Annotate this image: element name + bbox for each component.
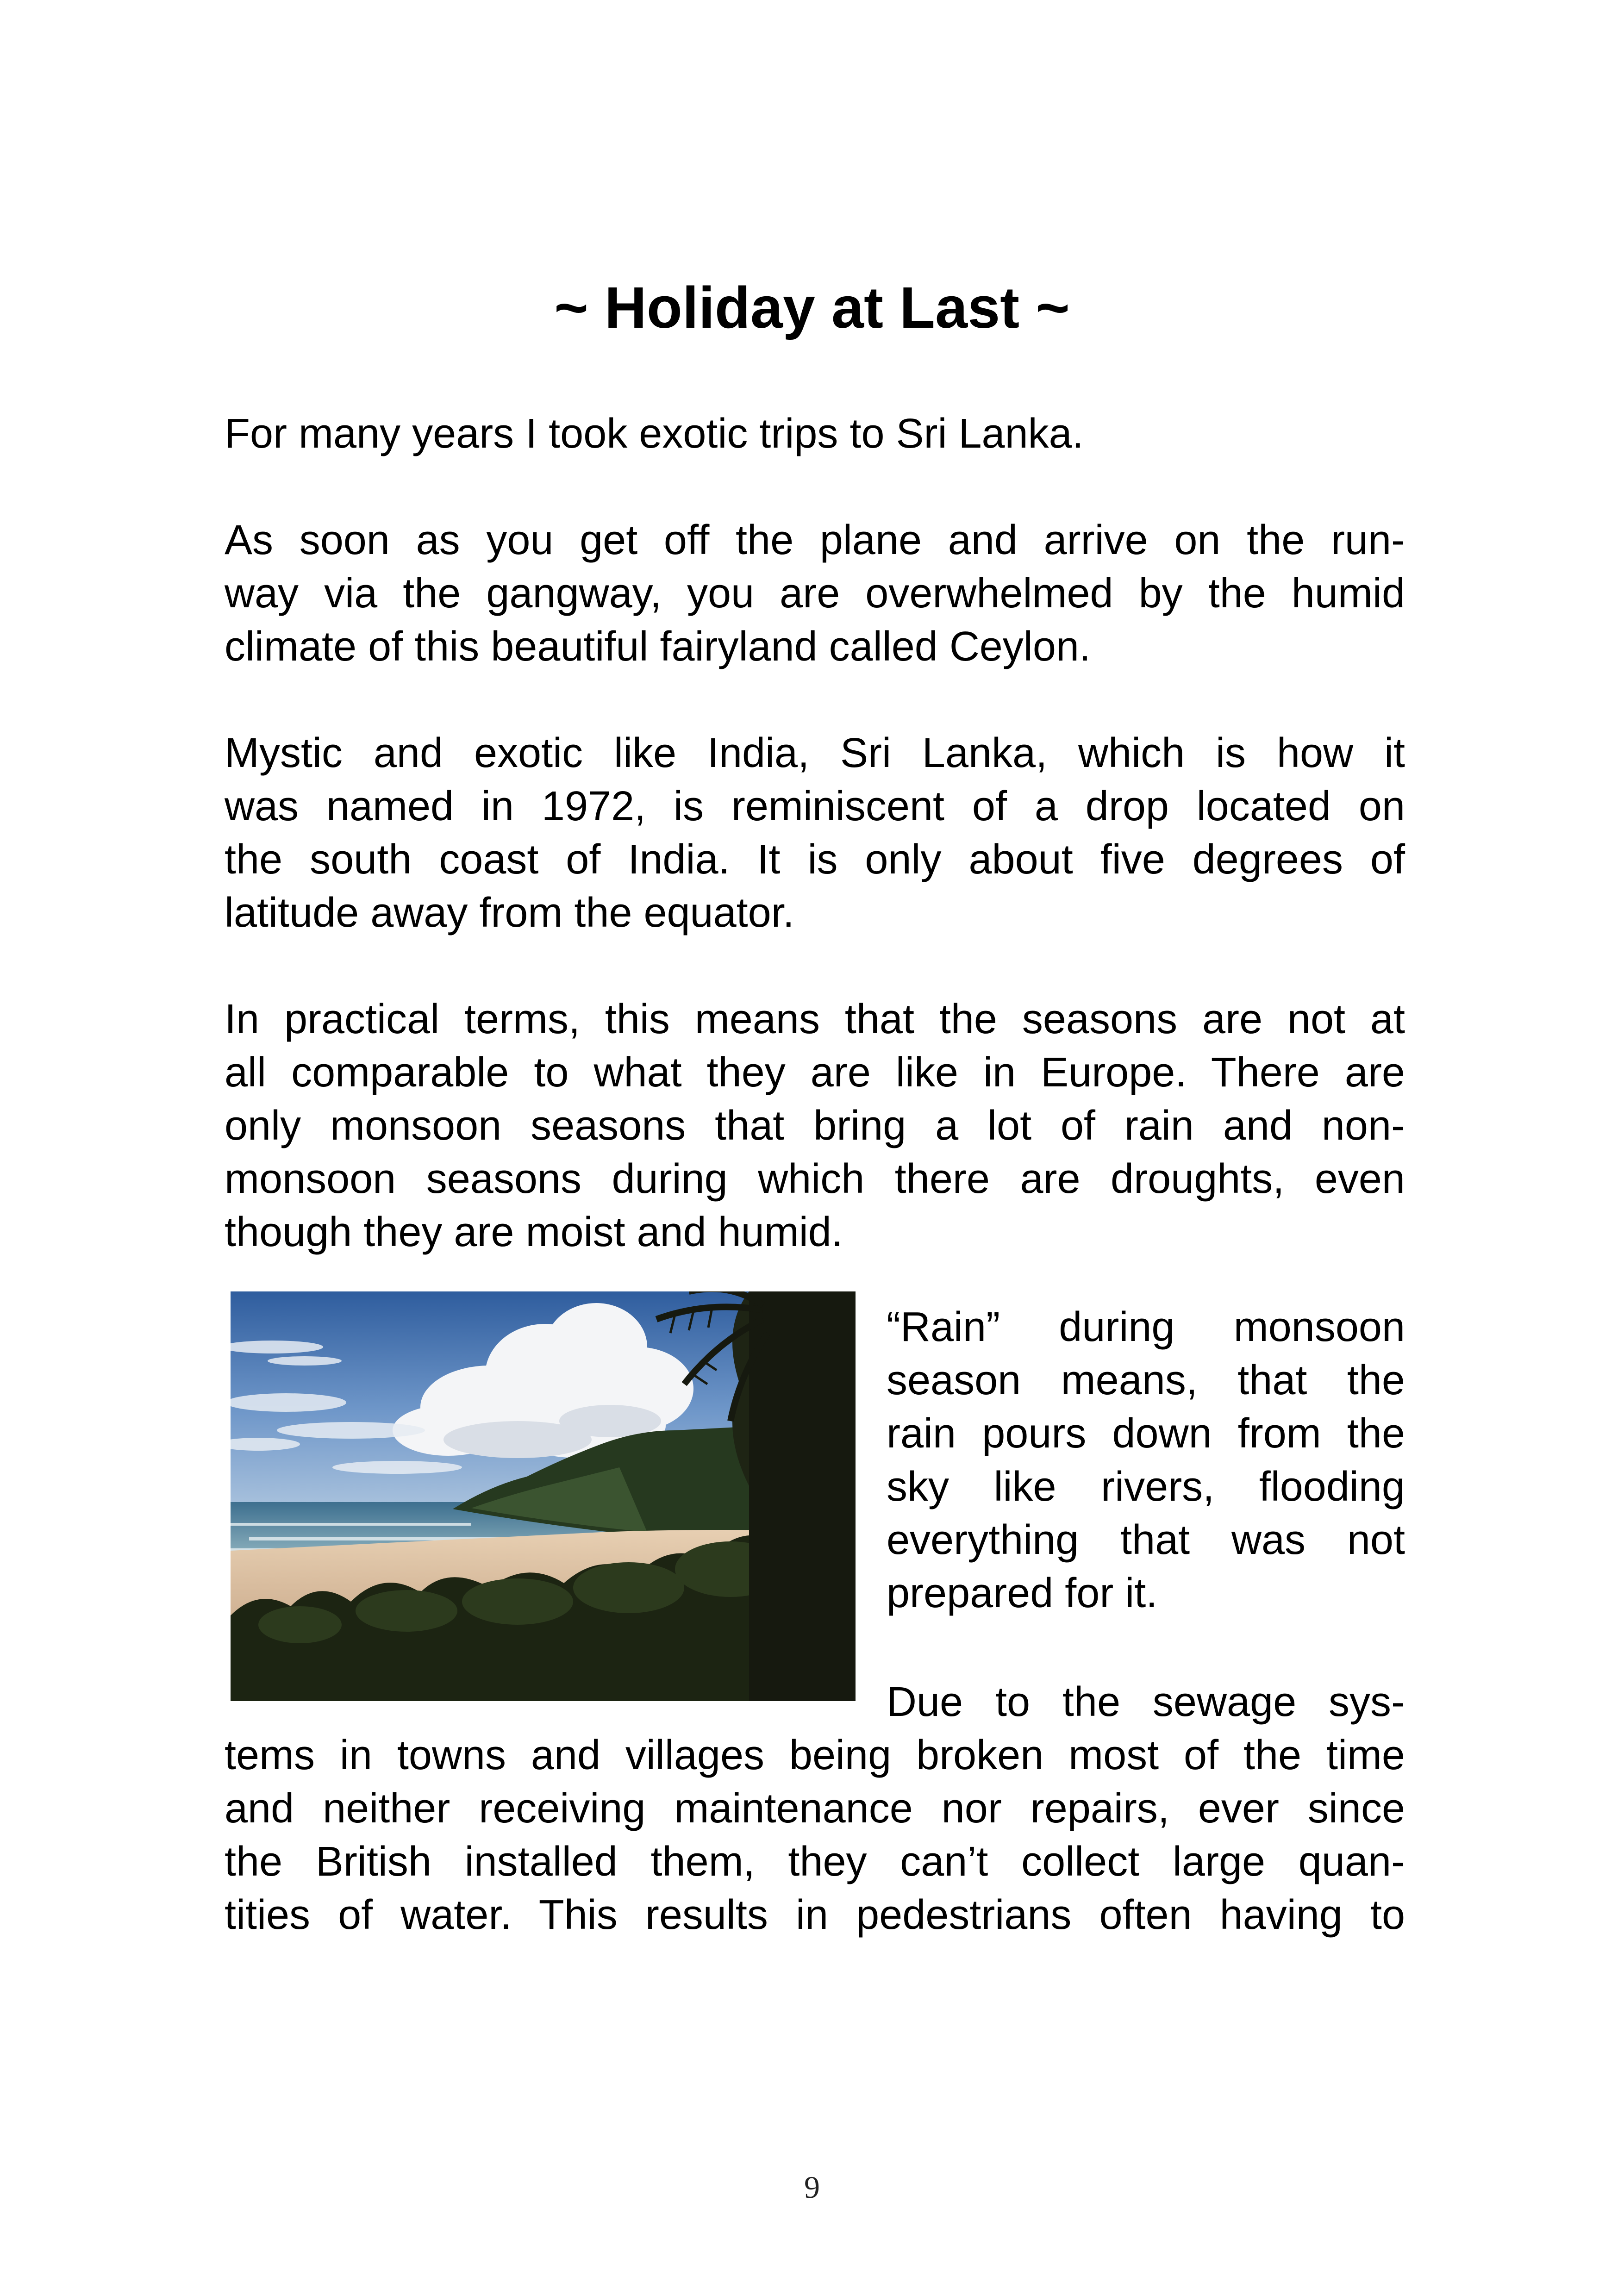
- paragraph-line: prepared for it.: [887, 1570, 1158, 1616]
- side-paragraph: [887, 1301, 1405, 1620]
- paragraph-line: “Rain” during monsoon: [887, 1304, 1405, 1350]
- paragraph-line: Due to the sewage sys-: [887, 1679, 1405, 1725]
- paragraph-line: As soon as you get off the plane and arrive on the run-: [225, 517, 1405, 563]
- paragraph-line: rain pours down from the: [887, 1410, 1405, 1457]
- paragraph-line: monsoon seasons during which there are droughts, even: [225, 1156, 1405, 1202]
- paragraph-line: though they are moist and humid.: [225, 1209, 843, 1255]
- page-title: ~ Holiday at Last ~: [554, 275, 1070, 340]
- page-number: 9: [804, 2170, 820, 2205]
- paragraph-line: For many years I took exotic trips to Sri Lanka.: [225, 411, 1084, 457]
- paragraph-line: the south coast of India. It is only about five degrees of: [225, 836, 1405, 883]
- beach-photo: [231, 1291, 856, 1701]
- paragraph-line: was named in 1972, is reminiscent of a drop located on: [225, 783, 1405, 829]
- paragraph-line: way via the gangway, you are overwhelmed by the humid: [225, 570, 1405, 617]
- paragraph-line: In practical terms, this means that the seasons are not at: [225, 996, 1405, 1042]
- paragraph-line: season means, that the: [887, 1357, 1405, 1403]
- final-paragraph: [225, 1729, 1405, 1942]
- paragraph-line: sky like rivers, flooding: [887, 1464, 1405, 1510]
- paragraph-line: tems in towns and villages being broken most of the time: [225, 1732, 1405, 1778]
- paragraph-4: [225, 993, 1405, 1259]
- paragraph-line: the British installed them, they can’t collect large quan-: [225, 1839, 1405, 1885]
- paragraph-line: only monsoon seasons that bring a lot of rain and non-: [225, 1103, 1405, 1149]
- paragraph-1: [225, 407, 1405, 461]
- paragraph-line: latitude away from the equator.: [225, 890, 794, 936]
- paragraph-line: Mystic and exotic like India, Sri Lanka, which is how it: [225, 730, 1405, 776]
- final-paragraph-first-line: [887, 1676, 1405, 1729]
- paragraph-line: climate of this beautiful fairyland called Ceylon.: [225, 624, 1091, 670]
- paragraph-2: [225, 514, 1405, 674]
- paragraph-line: and neither receiving maintenance nor repairs, ever since: [225, 1785, 1405, 1832]
- paragraph-line: everything that was not: [887, 1517, 1405, 1563]
- paragraph-line: tities of water. This results in pedestrians often having to: [225, 1892, 1405, 1938]
- paragraph-line: all comparable to what they are like in Europe. There are: [225, 1049, 1405, 1096]
- paragraph-3: [225, 727, 1405, 940]
